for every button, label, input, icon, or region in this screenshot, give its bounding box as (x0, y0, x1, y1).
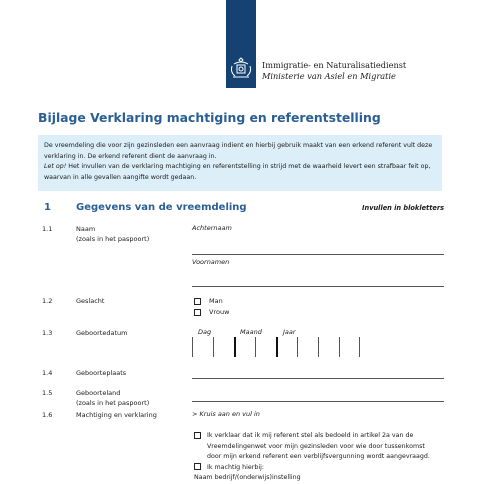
man-checkbox[interactable] (194, 298, 201, 305)
achternaam-input[interactable] (192, 254, 444, 255)
jaar-hint: Jaar (283, 328, 296, 336)
date-digit[interactable] (297, 337, 318, 357)
section-title: Gegevens van de vreemdeling (76, 202, 247, 213)
intro-line-4: waarvan in alle gevallen aangifte wordt gedaan. (44, 173, 197, 181)
voornamen-hint: Voornamen (192, 258, 230, 266)
field-number-1-6: 1.6 (42, 411, 53, 419)
date-digit[interactable] (213, 337, 234, 357)
geboorteland-label: Geboorteland (76, 389, 121, 397)
field-number-1-2: 1.2 (42, 297, 53, 305)
intro-line-3 (44, 162, 436, 173)
page-title: Bijlage Verklaring machtiging en referentstelling (38, 110, 381, 125)
agency-name: Immigratie- en Naturalisatiedienst (262, 60, 407, 70)
voornamen-input[interactable] (192, 286, 444, 287)
verklaring-line-1: Ik verklaar dat ik mij referent stel als bedoeld in artikel 2a van de (207, 432, 414, 439)
verklaring-checkbox[interactable] (194, 432, 201, 439)
warning-label: Let op! (44, 163, 67, 171)
ministry-name: Ministerie van Asiel en Migratie (262, 71, 396, 81)
field-number-1-1: 1.1 (42, 225, 53, 233)
agency-block (262, 60, 406, 82)
machtiging-label: Machtiging en verklaring (76, 411, 157, 419)
geboorteland-input[interactable] (192, 401, 444, 402)
verklaring-line-3: door mijn erkend referent een verblijfsvergunning wordt aangevraagd. (207, 453, 430, 461)
field-label-naam (76, 224, 149, 244)
geslacht-option-vrouw[interactable] (194, 308, 229, 316)
date-digit[interactable] (255, 337, 276, 357)
geboortedatum-label: Geboortedatum (76, 329, 128, 337)
intro-line-1: De vreemdeling die voor zijn gezinsleden een aanvraag indient en hierbij gebruik maakt van een erkend referent vult deze (44, 142, 433, 149)
geslacht-option-man[interactable] (194, 297, 223, 305)
geboorteland-sublabel: (zoals in het paspoort) (76, 399, 150, 407)
intro-line-2: verklaring in. De erkend referent dient de aanvraag in. (44, 152, 217, 160)
date-digit[interactable] (276, 337, 297, 357)
vrouw-checkbox[interactable] (194, 309, 201, 316)
intro-box (38, 135, 442, 191)
warning-text: Het invullen van de verklaring machtiging en referentstelling in strijd met de waarheid levert een strafbaar feit op, (66, 163, 431, 171)
field-number-1-3: 1.3 (42, 329, 53, 337)
company-name-label: Naam bedrijf/(onderwijs)instelling (194, 474, 301, 482)
field-number-1-4: 1.4 (42, 369, 53, 377)
field-number-1-5: 1.5 (42, 389, 53, 397)
machtig-label: Ik machtig hierbij: (207, 463, 264, 471)
date-digit[interactable] (339, 337, 360, 357)
man-label: Man (209, 297, 223, 305)
date-input[interactable] (192, 337, 360, 357)
naam-sublabel: (zoals in het paspoort) (76, 235, 150, 243)
verklaring-option[interactable] (194, 431, 430, 484)
date-digit[interactable] (192, 337, 213, 357)
geboorteplaats-label: Geboorteplaats (76, 369, 127, 377)
coat-of-arms-icon (228, 56, 254, 80)
achternaam-hint: Achternaam (192, 224, 232, 232)
machtig-checkbox[interactable] (194, 463, 201, 470)
geboorteplaats-input[interactable] (192, 378, 444, 379)
vrouw-label: Vrouw (209, 308, 230, 316)
naam-label: Naam (76, 225, 96, 233)
section-note: Invullen in blokletters (362, 204, 444, 212)
date-digit[interactable] (318, 337, 339, 357)
field-label-geboorteland (76, 388, 149, 408)
verklaring-line-2: Vreemdelingenwet voor mijn gezinsleden voor wie door tussenkomst (207, 442, 425, 450)
date-digit[interactable] (234, 337, 255, 357)
geslacht-label: Geslacht (76, 297, 105, 305)
section-number: 1 (44, 202, 51, 213)
kruis-aan-hint: > Kruis aan en vul in (192, 410, 260, 418)
maand-hint: Maand (240, 328, 262, 336)
logo-bar (226, 0, 256, 88)
dag-hint: Dag (198, 328, 212, 336)
